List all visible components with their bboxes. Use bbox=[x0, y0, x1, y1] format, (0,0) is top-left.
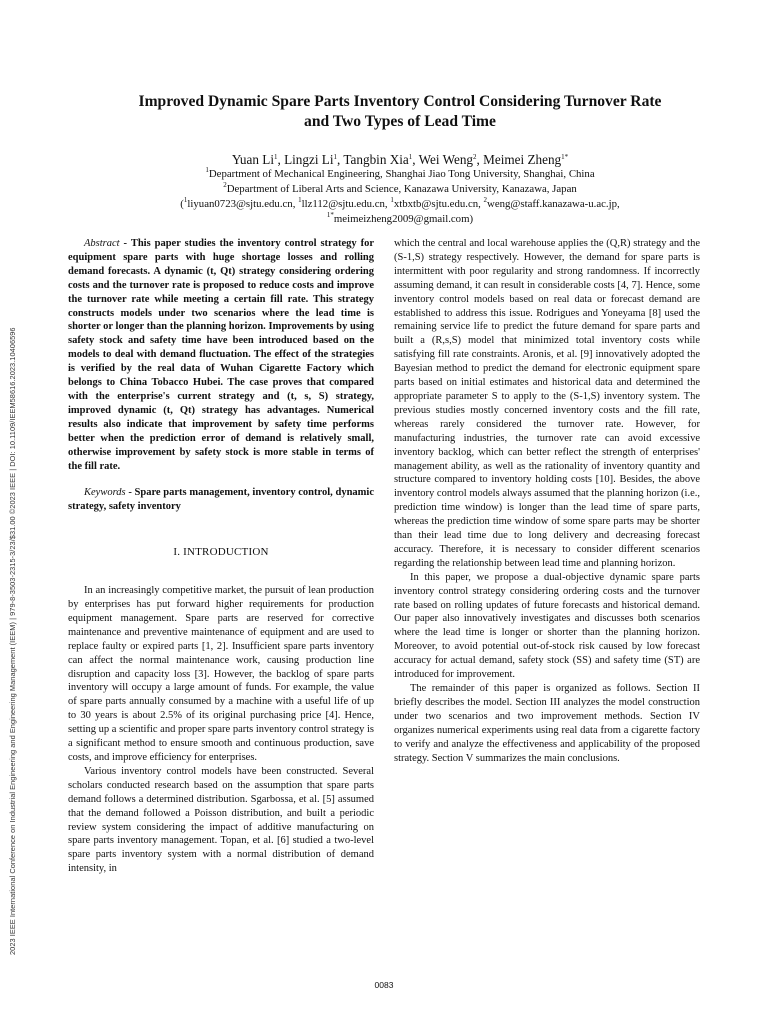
section-heading-introduction: I. INTRODUCTION bbox=[173, 546, 269, 559]
email-mark: 1 bbox=[183, 196, 188, 204]
emails-line-1 bbox=[80, 197, 720, 212]
affiliation-mark: 1 bbox=[205, 166, 209, 174]
email-mark: 1* bbox=[326, 211, 334, 219]
author-mark: 1* bbox=[561, 153, 569, 161]
affiliation-text: Department of Mechanical Engineering, Shanghai Jiao Tong University, Shanghai, China bbox=[208, 168, 595, 180]
email-mark: 1 bbox=[390, 196, 394, 204]
paper-title bbox=[80, 92, 720, 132]
author-name: Lingzi Li bbox=[284, 152, 334, 167]
paragraph: Various inventory control models have been constructed. Several scholars conducted research based on the assumption that spare parts demand follows a determined distribution. Sgarbossa, et al. [5] assumed that the demand followed a Poisson distribution, and built a periodic review system considering the impact of additive manufacturing on spare parts inventory management. Topan, et al. [6] studied a two-level spare parts inventory system with a normal distribution of demand intensity, in bbox=[68, 765, 374, 875]
author-list: Yuan Li$^1$, Lingzi Li$^1$, Tangbin Xia$^1$, Wei Weng$^2$, Meimei Zheng$^{1*}$ bbox=[231, 152, 569, 167]
keywords-label: Keywords bbox=[84, 487, 126, 499]
paragraph: In this paper, we propose a dual-objective dynamic spare parts inventory control strategy considering ordering costs and the turnover rate based on rolling updates of future forecasts and historical demand. Our paper also innovatively investigates and discusses both scenarios where the lead time is longer or shorter than the planning horizon. Moreover, to avoid potential out-of-stock risk caused by low forecast accuracy for actual demand, safety stock (SS) and safety time (ST) are introduced for improvement. bbox=[394, 571, 700, 681]
affiliation-text: Department of Liberal Arts and Science, Kanazawa University, Kanazawa, Japan bbox=[226, 183, 577, 195]
paragraph: The remainder of this paper is organized as follows. Section II briefly describes the model. Section III analyzes the model construction under two scenarios and two improvement methods. Section IV organizes numerical experiments using real data from a cigarette factory to verify and analyze the effectiveness and applicability of the proposed strategy. Section V summarizes the main conclusions. bbox=[394, 683, 700, 764]
emails-line-2 bbox=[80, 212, 720, 227]
author-mark: 1 bbox=[408, 153, 413, 161]
email-address: weng@staff.kanazawa-u.ac.jp, bbox=[487, 198, 620, 210]
affiliation-mark: 2 bbox=[223, 181, 227, 189]
author-mark: 2 bbox=[473, 153, 477, 161]
email-address: liyuan0723@sjtu.edu.cn, bbox=[187, 198, 299, 210]
affiliation-1 bbox=[80, 167, 720, 182]
author-name: Meimei Zheng bbox=[483, 152, 562, 167]
doi-side-note bbox=[8, 205, 22, 955]
author-mark: 1 bbox=[333, 153, 338, 161]
author-name: Tangbin Xia bbox=[343, 152, 409, 167]
paragraph: In an increasingly competitive market, the pursuit of lean production by enterprises has put forward higher requirements for production equipment management. Spare parts are reserved for corrective maintenance and preventive maintenance of equipment and are used to replace faulty or expired parts [1, 2]. Insufficient spare parts inventory can affect the normal maintenance work, causing production line disruption and capacity loss [3]. However, the backlog of spare parts inventory will occupy a large amount of funds. For example, the value of spare parts annually consumed by a machine with a useful life of up to 30 years is about 2.5% of its original purchasing price [4]. Hence, setting up a scientific and proper spare parts inventory control strategy is a significant method to ensure smooth and continuous production, save costs, and improve efficiency for enterprises. bbox=[68, 585, 374, 763]
page-number: 0083 bbox=[374, 980, 394, 990]
affiliation-2 bbox=[80, 182, 720, 197]
keywords-text: - Spare parts management, inventory control, dynamic strategy, safety inventory bbox=[68, 487, 374, 513]
title-line-1: Improved Dynamic Spare Parts Inventory Control Considering Turnover Rate bbox=[138, 93, 662, 110]
email-mark: 2 bbox=[483, 196, 488, 204]
author-name: Wei Weng bbox=[418, 152, 474, 167]
email-address: xtbxtb@sjtu.edu.cn, bbox=[393, 198, 484, 210]
emails-open-paren: ( bbox=[180, 198, 184, 210]
author-mark: 1 bbox=[273, 153, 278, 161]
doi-side-note-text: 2023 IEEE International Conference on Industrial Engineering and Engineering Management (IEEM) | 979-8-3503-2315-3/23/$31.00 ©2023 IEEE | DOI: 10.1109/IEEM58616.2023.10406596 bbox=[8, 327, 17, 955]
affiliations bbox=[80, 167, 720, 227]
left-column bbox=[68, 237, 374, 876]
abstract bbox=[68, 237, 374, 473]
email-address: meimeizheng2009@gmail.com) bbox=[333, 213, 474, 225]
email-address: llz112@sjtu.edu.cn, bbox=[301, 198, 391, 210]
abstract-label: Abstract bbox=[84, 238, 120, 249]
paragraph: which the central and local warehouse applies the (Q,R) strategy and the (S-1,S) strategy respectively. However, the demand for spare parts is intermittent with poor regularity and strong randomness. If incorrectly assuming demand, it can result in considerable costs [4, 7]. Hence, some inventory control models based on real data or forecast demand are established to address this issue. Rodrigues and Yoneyama [8] used the remaining service life to predict the future demand for spare parts and built a (R,s,S) model that minimized total inventory costs while satisfying fill rate constraints. Aronis, et al. [9] innovatively adopted the Bayesian method to predict the demand for electronic equipment spare parts based on initial estimates and historical data and determined the appropriate parameter S to apply to the (S-1,S) inventory system. The previous studies mostly concerned inventory costs and the fill rate, whereas rarely considered the turnover rate. However, for manufacturing industries, the turnover rate can avoid excessive inventory backlog, which can better reflect the strength of enterprises' management ability, as well as the rationality of inventory quantity and structure compared to inventory holding costs [10]. Besides, the above inventory control models always assumed that the planning horizon (i.e., prediction time window) is longer than the lead time of spare parts, whereas the prediction time window of some spare parts may be shorter than their lead time due to long delivery and decreasing forecast accuracy. Therefore, it is necessary to consider different scenarios regarding the relationship between lead time and planning horizon. bbox=[394, 238, 700, 569]
title-line-2: and Two Types of Lead Time bbox=[304, 113, 496, 130]
abstract-text: - This paper studies the inventory control strategy for equipment spare parts with huge shortage losses and rolling demand forecasts. A dynamic (t, Qt) strategy considering ordering costs and the turnover rate is proposed to reduce costs and improve the turnover rate while meeting a certain fill rate. This strategy constructs models under two scenarios where the lead time is shorter or longer than the planning horizon. Improvements by using safety stock and safety time have been introduced based on the models to deal with demand fluctuation. The effect of the strategies is verified by the real data of Wuhan Cigarette Factory which belongs to China Tobacco Hubei. The case proves that compared with the enterprise's current strategy and (t, s, S) strategy, improved dynamic (t, Qt) strategy has advantages. Numerical results also indicate that improvement by safety time performs better when the prediction error of demand is relatively small, otherwise improvement by safety stock is more stable in terms of the fill rate. bbox=[68, 238, 374, 472]
email-mark: 1 bbox=[298, 196, 302, 204]
author-name: Yuan Li bbox=[231, 152, 274, 167]
right-column bbox=[394, 237, 700, 765]
keywords bbox=[68, 486, 374, 514]
